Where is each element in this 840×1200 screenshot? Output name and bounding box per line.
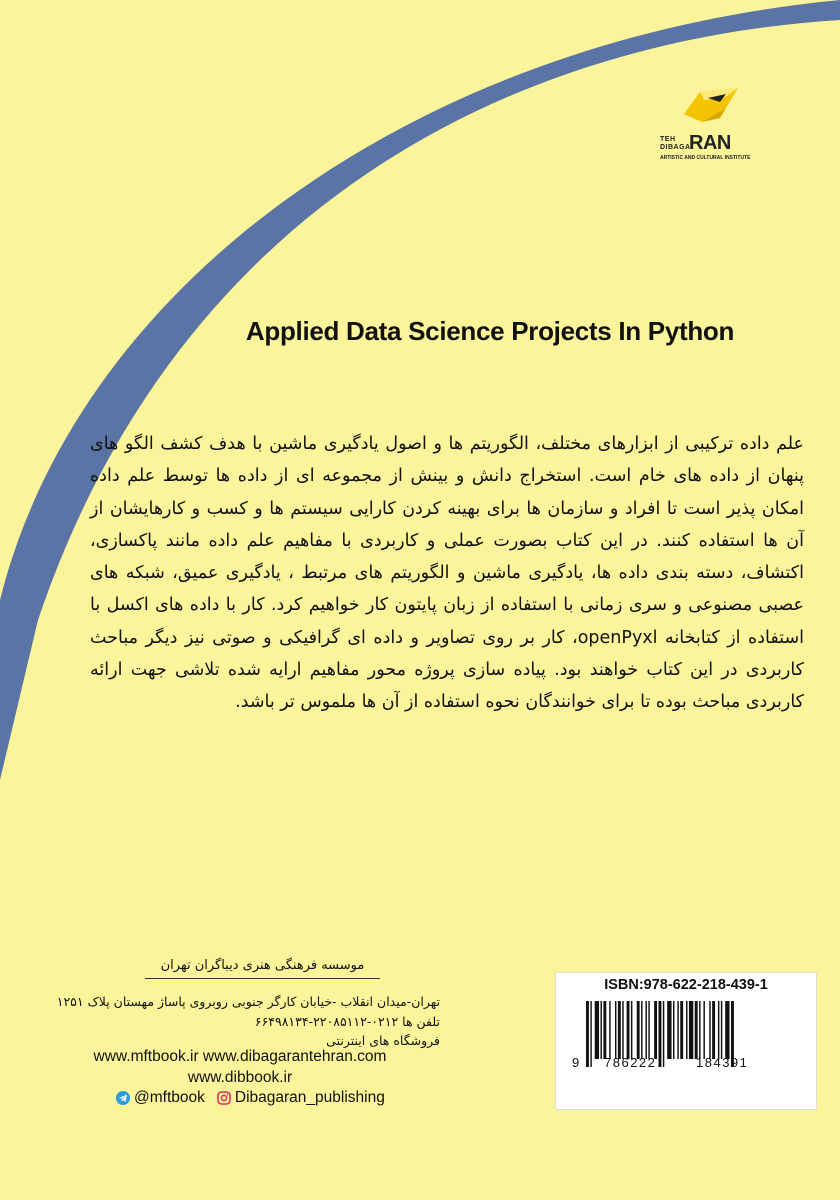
telegram-icon [116, 1091, 130, 1105]
logo-subtitle: ARTISTIC AND CULTURAL INSTITUTE [660, 155, 751, 161]
barcode-bar [680, 1001, 683, 1059]
barcode-bar [686, 1001, 687, 1059]
barcode-bar [601, 1001, 602, 1059]
barcode-bar [622, 1001, 623, 1059]
barcode-bar [637, 1001, 640, 1059]
barcode-bar [721, 1001, 722, 1059]
barcode-bar [663, 1001, 664, 1067]
barcode-bar [712, 1001, 715, 1059]
barcode-bar [654, 1001, 657, 1059]
barcode-bar [718, 1001, 719, 1059]
telegram-handle[interactable]: @mftbook [134, 1089, 205, 1106]
isbn-label: ISBN:978-622-218-439-1 [604, 977, 768, 993]
publisher-name: موسسه فرهنگی هنری دیباگران تهران [145, 958, 380, 979]
barcode-bar [695, 1001, 698, 1059]
instagram-icon [217, 1091, 231, 1105]
book-title: Applied Data Science Projects In Python [245, 316, 735, 346]
publisher-phone: تلفن ها ۰۲۱۲-۲۲۰۸۵۱۱۲-۶۶۴۹۸۱۳۴ [254, 1013, 440, 1029]
barcode-bar [703, 1001, 704, 1059]
barcode-bar [615, 1001, 616, 1059]
barcode-digit-first: 9 [572, 1055, 580, 1070]
barcode-bar [603, 1001, 606, 1059]
barcode-bar [677, 1001, 678, 1059]
logo-line-top: TEH [660, 136, 676, 143]
barcode-bar [627, 1001, 630, 1059]
websites-line[interactable]: www.mftbook.ir www.dibagarantehran.com [93, 1048, 387, 1065]
barcode-bar [641, 1001, 642, 1059]
barcode-bar [659, 1001, 662, 1067]
website-dibbook[interactable]: www.dibbook.ir [187, 1069, 293, 1086]
logo-bird-icon [680, 80, 742, 130]
barcode-bar [648, 1001, 649, 1059]
barcode-bar [609, 1001, 610, 1059]
social-links [116, 1089, 416, 1107]
barcode-bar [618, 1001, 621, 1059]
logo-big-letters: RAN [689, 132, 731, 154]
instagram-handle[interactable]: Dibagaran_publishing [234, 1089, 385, 1106]
barcode-digits-group2: 184391 [696, 1055, 749, 1070]
barcode-bar [673, 1001, 674, 1059]
barcode-bar [699, 1001, 700, 1059]
publisher-contact [40, 992, 440, 1051]
barcode-bar [709, 1001, 710, 1059]
barcode-bar [645, 1001, 646, 1059]
publisher-logo [660, 80, 760, 170]
barcode-bar [689, 1001, 693, 1059]
barcode-bar [586, 1001, 589, 1067]
barcode-bar [667, 1001, 671, 1059]
barcode-bar [725, 1001, 729, 1059]
barcode-bar [590, 1001, 591, 1067]
logo-line-bottom: DIBAGA [660, 144, 691, 151]
book-description: علم داده ترکیبی از ابزارهای مختلف، الگوریتم ها و اصول یادگیری ماشین با هدف کشف الگو های پنهان از داده های خام است. استخراج دانش و بینش از مجموعه ای از داده ها توسط علم داده امکان پذیر است تا افراد و سازمان ها برای بهینه کردن کارایی سیستم ها و کسب و کارهایشان از آن ها استفاده کنند. در این کتاب بصورت عملی و کاربردی با مفاهیم علم داده مانند پاکسازی، اکتشاف، دسته بندی داده ها، یادگیری ماشین و الگوریتم های مرتبط ، یادگیری عمیق، شبکه های عصبی مصنوعی و سری زمانی با استفاده از زبان پایتون کار خواهیم کرد. کار با داده های اکسل با استفاده از کتابخانه openPyxl، کار بر روی تصاویر و داده ای گرافیکی و صوتی نیز دیگر مباحث کاربردی در این کتاب خواهند بود. پیاده سازی پروژه محور مفاهیم ارایه شده تلاشی جهت ارائه کاربردی مباحث بوده تا برای خوانندگان نحوه استفاده از آن ها ملموس تر باشد. [90, 434, 804, 713]
publisher-address: تهران-میدان انقلاب -خیابان کارگر جنوبی روبروی پاساژ مهستان پلاک ۱۲۵۱ [56, 994, 440, 1009]
online-stores-label: فروشگاه های اینترنتی [326, 1033, 440, 1048]
barcode-bar [595, 1001, 599, 1059]
barcode-bar [631, 1001, 632, 1059]
barcode-digits-group1: 786222 [604, 1055, 657, 1070]
isbn-barcode-box [555, 972, 817, 1110]
